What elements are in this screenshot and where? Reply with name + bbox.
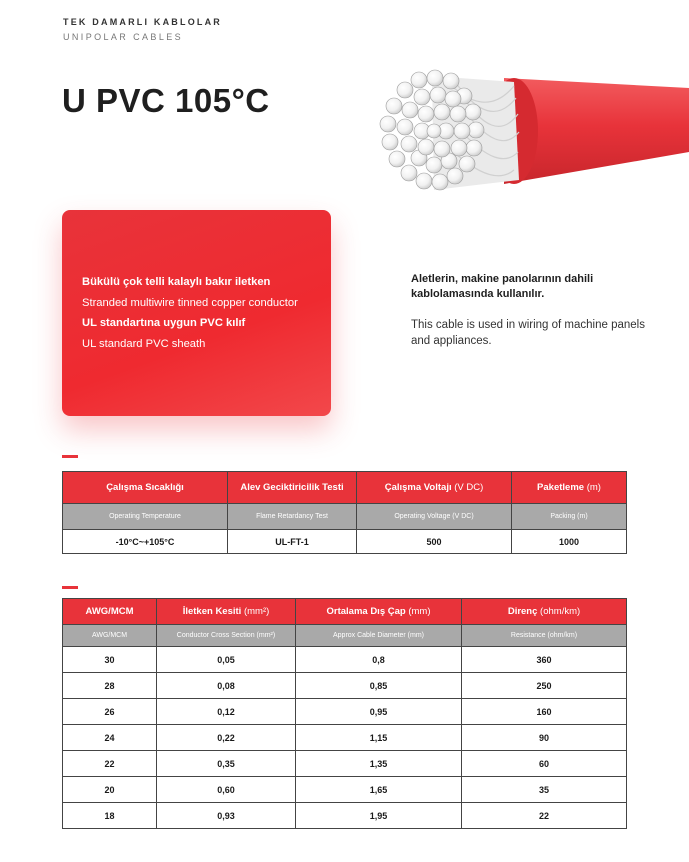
cell-diameter: 1,35	[296, 751, 462, 777]
spec-sub-packing: Packing (m)	[512, 504, 627, 530]
spec-header-temperature: Çalışma Sıcaklığı	[63, 472, 228, 504]
dim-header-diameter: Ortalama Dış Çap (mm)	[296, 599, 462, 625]
cell-resistance: 250	[462, 673, 627, 699]
cell-awg: 22	[63, 751, 157, 777]
spec-sub-temperature: Operating Temperature	[63, 504, 228, 530]
cell-resistance: 90	[462, 725, 627, 751]
spec-value-voltage: 500	[357, 530, 512, 554]
spec-value-packing: 1000	[512, 530, 627, 554]
cell-diameter: 0,85	[296, 673, 462, 699]
cell-resistance: 60	[462, 751, 627, 777]
specs-value-row	[63, 530, 627, 554]
cell-cross-section: 0,93	[157, 803, 296, 829]
cell-diameter: 0,95	[296, 699, 462, 725]
dim-header-cross-section: İletken Kesiti (mm²)	[157, 599, 296, 625]
dimensions-header-row	[63, 599, 627, 625]
specs-subheader-row	[63, 504, 627, 530]
table-row	[63, 725, 627, 751]
cell-awg: 18	[63, 803, 157, 829]
cable-illustration	[364, 62, 689, 212]
dim-header-awg: AWG/MCM	[63, 599, 157, 625]
specs-table	[62, 471, 627, 554]
table-row	[63, 673, 627, 699]
cell-cross-section: 0,12	[157, 699, 296, 725]
dim-sub-cross-section: Conductor Cross Section (mm²)	[157, 625, 296, 647]
feature-sheath-en: UL standard PVC sheath	[82, 337, 206, 350]
table-row	[63, 751, 627, 777]
dim-sub-diameter: Approx Cable Diameter (mm)	[296, 625, 462, 647]
cell-awg: 24	[63, 725, 157, 751]
cell-resistance: 22	[462, 803, 627, 829]
spec-sub-voltage: Operating Voltage (V DC)	[357, 504, 512, 530]
features-card	[62, 210, 331, 416]
table-row	[63, 777, 627, 803]
cell-resistance: 35	[462, 777, 627, 803]
table-row	[63, 803, 627, 829]
spec-sub-flame-test: Flame Retardancy Test	[228, 504, 357, 530]
category-title: TEK DAMARLI KABLOLAR	[63, 17, 222, 27]
section-marker	[62, 586, 78, 589]
feature-conductor-en: Stranded multiwire tinned copper conductor	[82, 296, 298, 309]
cell-diameter: 0,8	[296, 647, 462, 673]
cell-cross-section: 0,08	[157, 673, 296, 699]
cell-resistance: 160	[462, 699, 627, 725]
spec-value-temperature: -10°C~+105°C	[63, 530, 228, 554]
specs-header-row	[63, 472, 627, 504]
cell-diameter: 1,15	[296, 725, 462, 751]
cell-awg: 26	[63, 699, 157, 725]
section-marker	[62, 455, 78, 458]
dimensions-subheader-row	[63, 625, 627, 647]
cell-awg: 28	[63, 673, 157, 699]
table-row	[63, 699, 627, 725]
usage-description	[411, 272, 661, 349]
cell-cross-section: 0,22	[157, 725, 296, 751]
spec-value-flame-test: UL-FT-1	[228, 530, 357, 554]
dim-sub-resistance: Resistance (ohm/km)	[462, 625, 627, 647]
product-title: U PVC 105°C	[62, 82, 270, 119]
spec-header-packing: Paketleme (m)	[512, 472, 627, 504]
cell-cross-section: 0,05	[157, 647, 296, 673]
cell-diameter: 1,95	[296, 803, 462, 829]
table-row	[63, 647, 627, 673]
cell-cross-section: 0,35	[157, 751, 296, 777]
dim-header-resistance: Direnç (ohm/km)	[462, 599, 627, 625]
cell-awg: 20	[63, 777, 157, 803]
cell-resistance: 360	[462, 647, 627, 673]
usage-en: This cable is used in wiring of machine panels and appliances.	[411, 319, 645, 347]
feature-sheath-tr: UL standartına uygun PVC kılıf	[82, 317, 246, 329]
dimensions-table	[62, 598, 627, 829]
cell-cross-section: 0,60	[157, 777, 296, 803]
category-subtitle: UNIPOLAR CABLES	[63, 32, 184, 42]
dim-sub-awg: AWG/MCM	[63, 625, 157, 647]
spec-header-voltage: Çalışma Voltajı (V DC)	[357, 472, 512, 504]
feature-conductor-tr: Bükülü çok telli kalaylı bakır iletken	[82, 276, 271, 288]
spec-header-flame-test: Alev Geciktiricilik Testi	[228, 472, 357, 504]
cell-awg: 30	[63, 647, 157, 673]
cell-diameter: 1,65	[296, 777, 462, 803]
usage-tr: Aletlerin, makine panolarının dahili kablolamasında kullanılır.	[411, 273, 594, 300]
